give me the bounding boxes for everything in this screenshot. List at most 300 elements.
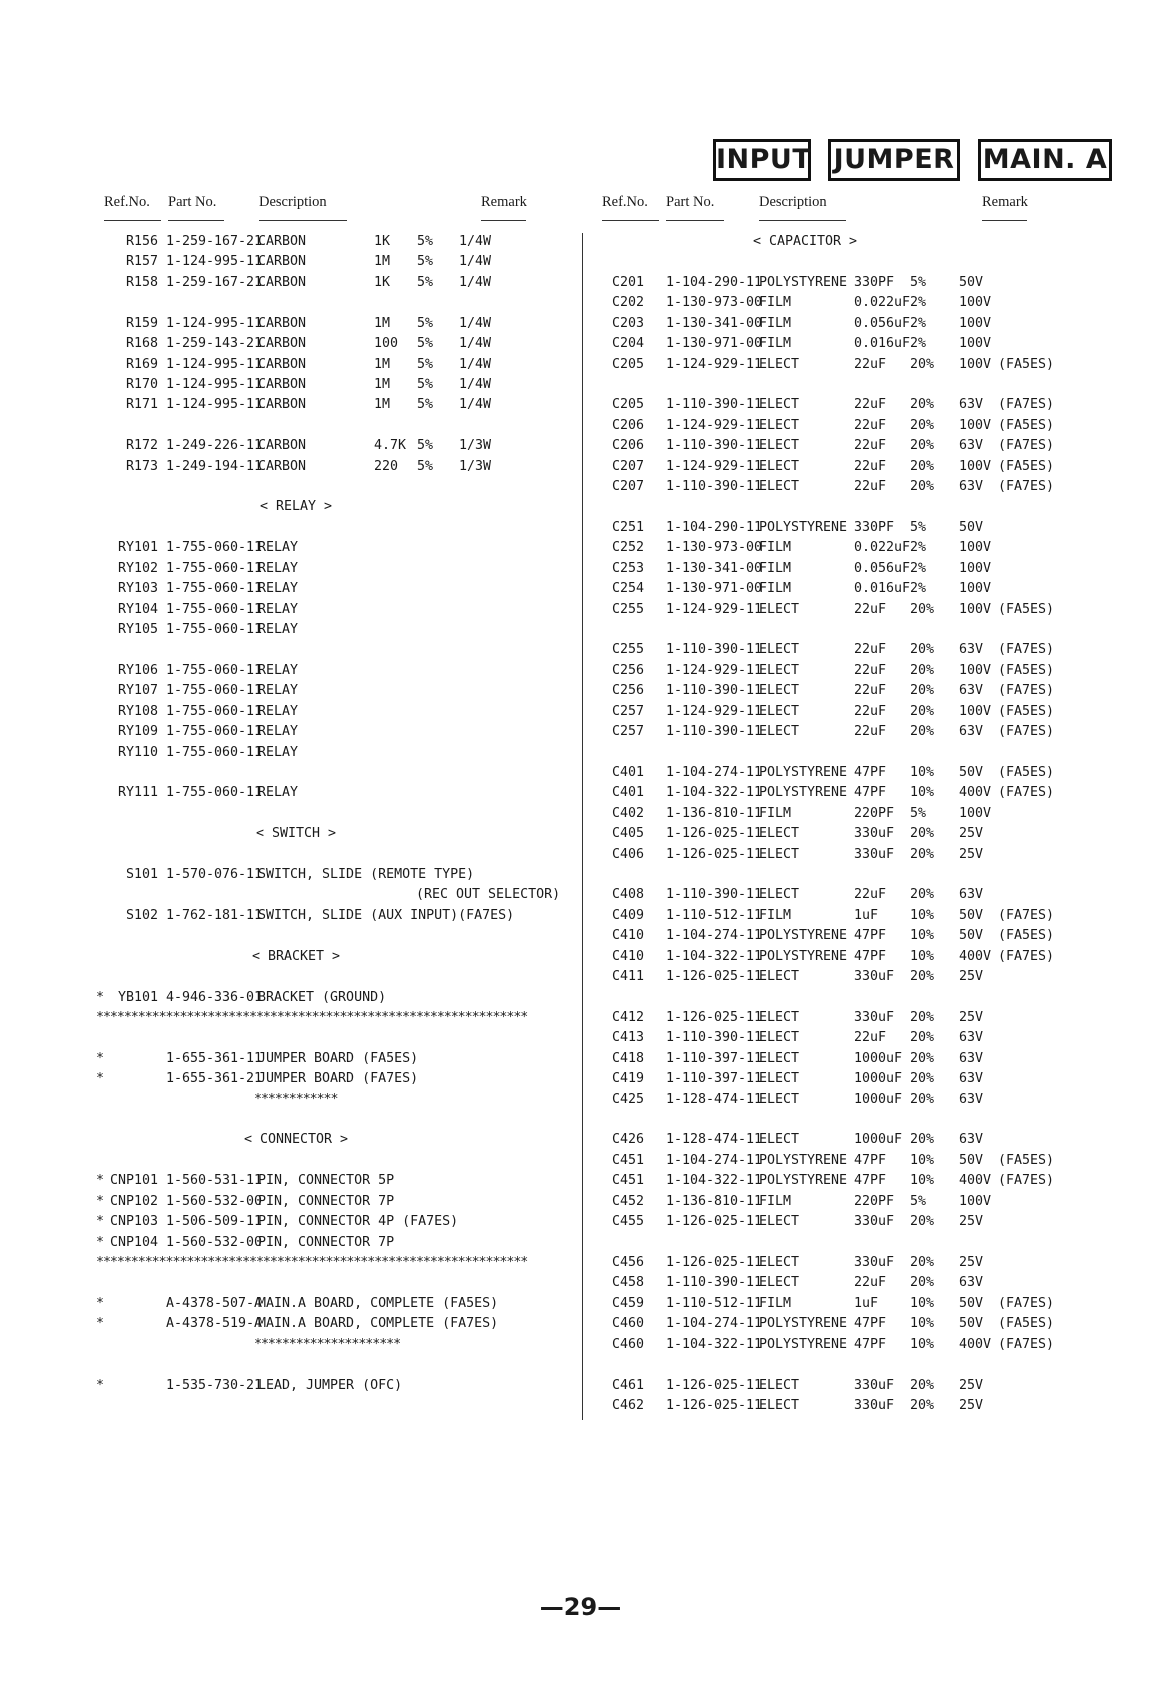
voltage: 63V — [959, 1132, 984, 1148]
value: 22uF — [854, 683, 887, 699]
part-row — [0, 1337, 1161, 1357]
tolerance: 10% — [910, 1152, 935, 1168]
asterisk-separator: ************************************************************** — [96, 1255, 528, 1270]
voltage: 50V — [959, 519, 984, 535]
ref-no: C205 — [611, 356, 644, 372]
part-row — [0, 479, 1161, 499]
ref-no: C410 — [611, 928, 644, 944]
value: 47PF — [854, 1336, 887, 1352]
part-no: 1-104-322-11 — [666, 948, 763, 964]
header-underline — [104, 220, 161, 221]
value: 0.022uF — [854, 540, 911, 556]
description: PIN, CONNECTOR 7P — [258, 1234, 395, 1250]
part-row — [0, 867, 1161, 887]
voltage: 100V — [959, 805, 992, 821]
voltage: 25V — [959, 1009, 984, 1025]
ref-no: C460 — [611, 1316, 644, 1332]
part-no: 1-560-532-00 — [166, 1234, 263, 1250]
description: FILM — [759, 336, 792, 352]
description: FILM — [759, 805, 792, 821]
value: 22uF — [854, 417, 887, 433]
part-row — [0, 1296, 1161, 1316]
voltage: 63V — [959, 1071, 984, 1087]
value: 4.7K — [374, 438, 407, 454]
tolerance: 20% — [910, 1132, 935, 1148]
description: PIN, CONNECTOR 7P — [258, 1193, 395, 1209]
part-no: 1-136-810-11 — [666, 1193, 763, 1209]
part-no: 1-128-474-11 — [666, 1091, 763, 1107]
part-no: 1-755-060-11 — [166, 785, 263, 801]
part-no: 1-130-971-00 — [666, 581, 763, 597]
ref-no: R173 — [125, 458, 158, 474]
part-row — [0, 724, 1161, 744]
description: FILM — [759, 315, 792, 331]
part-no: 1-249-194-11 — [166, 458, 263, 474]
value: 22uF — [854, 662, 887, 678]
part-no: 1-126-025-11 — [666, 1255, 763, 1270]
remark: (FA5ES) — [998, 1316, 1055, 1332]
part-no: 1-560-532-00 — [166, 1193, 263, 1209]
value: 47PF — [854, 948, 887, 964]
value: 330PF — [854, 519, 895, 535]
description: POLYSTYRENE — [759, 1316, 848, 1332]
description: MAIN.A BOARD, COMPLETE (FA7ES) — [258, 1316, 499, 1332]
remark: (FA7ES) — [998, 1173, 1055, 1189]
description: ELECT — [759, 683, 800, 699]
description: CARBON — [258, 438, 307, 454]
remark: (FA7ES) — [998, 438, 1055, 454]
ref-no: C455 — [611, 1214, 644, 1230]
part-no: 1-126-025-11 — [666, 1009, 763, 1025]
description: FILM — [759, 1295, 792, 1311]
description: RELAY — [258, 560, 299, 576]
ref-no: C253 — [611, 560, 644, 576]
description: ELECT — [759, 1009, 800, 1025]
part-no: 1-259-143-21 — [166, 336, 263, 352]
description: POLYSTYRENE — [759, 928, 848, 944]
value: 0.056uF — [854, 315, 911, 331]
value: 220PF — [854, 1193, 895, 1209]
part-row — [0, 704, 1161, 724]
rating: 1/4W — [459, 254, 492, 270]
part-no: 1-124-929-11 — [666, 601, 763, 617]
header-remark: Remark — [982, 194, 1028, 210]
value: 22uF — [854, 458, 887, 474]
tolerance: 10% — [910, 1173, 935, 1189]
part-no: 1-755-060-11 — [166, 540, 263, 556]
value: 22uF — [854, 356, 887, 372]
ref-no: RY106 — [117, 662, 158, 678]
voltage: 63V — [959, 887, 984, 903]
part-no: 1-124-995-11 — [166, 356, 263, 372]
remark: (FA5ES) — [998, 764, 1055, 780]
value: 22uF — [854, 601, 887, 617]
part-row — [0, 1132, 1161, 1152]
voltage: 50V — [959, 1152, 984, 1168]
description: RELAY — [258, 785, 299, 801]
tolerance: 20% — [910, 417, 935, 433]
rating: 1/4W — [459, 315, 492, 331]
description: FILM — [759, 1193, 792, 1209]
part-no: 1-110-397-11 — [666, 1050, 763, 1066]
ref-no: C255 — [611, 601, 644, 617]
tolerance: 20% — [910, 601, 935, 617]
tolerance: 10% — [910, 764, 935, 780]
part-row — [0, 602, 1161, 622]
asterisk-mark: * — [96, 1193, 105, 1209]
ref-no: R169 — [125, 356, 158, 372]
voltage: 50V — [959, 764, 984, 780]
rating: 1/4W — [459, 376, 492, 392]
asterisk-mark: * — [96, 1316, 105, 1332]
voltage: 63V — [959, 1275, 984, 1291]
remark: (FA5ES) — [998, 458, 1055, 474]
ref-no: S102 — [125, 907, 158, 923]
asterisk-mark: * — [96, 1071, 105, 1087]
voltage: 25V — [959, 1214, 984, 1230]
tolerance: 5% — [417, 438, 434, 454]
part-no: 1-126-025-11 — [666, 1214, 763, 1230]
part-no: 1-259-167-21 — [166, 234, 263, 249]
tolerance: 20% — [910, 1009, 935, 1025]
part-row — [0, 847, 1161, 867]
header-ref-no: Ref.No. — [104, 194, 150, 210]
part-no: 1-104-290-11 — [666, 274, 763, 290]
description: POLYSTYRENE — [759, 764, 848, 780]
part-row — [0, 663, 1161, 683]
tolerance: 5% — [417, 234, 434, 249]
part-no: 1-124-929-11 — [666, 703, 763, 719]
part-no: 1-755-060-11 — [166, 662, 263, 678]
header-underline — [602, 220, 659, 221]
tolerance: 20% — [910, 1214, 935, 1230]
part-row — [0, 826, 1161, 846]
part-no: 1-110-512-11 — [666, 1295, 763, 1311]
ref-no: C205 — [611, 397, 644, 413]
tolerance: 20% — [910, 1255, 935, 1270]
value: 1uF — [854, 907, 879, 923]
ref-no: C460 — [611, 1336, 644, 1352]
asterisk-mark: * — [96, 1050, 105, 1066]
remark: (FA7ES) — [998, 907, 1055, 923]
remark: (FA7ES) — [998, 1336, 1055, 1352]
tolerance: 20% — [910, 1050, 935, 1066]
tolerance: 20% — [910, 1030, 935, 1046]
part-row — [0, 928, 1161, 948]
part-no: 1-124-929-11 — [666, 662, 763, 678]
part-no: 1-535-730-21 — [166, 1377, 263, 1393]
asterisk-mark: * — [96, 1173, 105, 1189]
description: JUMPER BOARD (FA7ES) — [258, 1071, 419, 1087]
remark: (FA7ES) — [998, 785, 1055, 801]
ref-no: C207 — [611, 479, 644, 495]
tolerance: 5% — [910, 274, 927, 290]
tolerance: 20% — [910, 1071, 935, 1087]
header-part-no: Part No. — [666, 194, 715, 210]
part-row — [0, 1173, 1161, 1193]
part-row — [0, 520, 1161, 540]
tolerance: 2% — [910, 336, 927, 352]
ref-no: C412 — [611, 1009, 644, 1025]
remark: (FA7ES) — [998, 642, 1055, 658]
description: PIN, CONNECTOR 4P (FA7ES) — [258, 1214, 459, 1230]
tolerance: 5% — [417, 356, 434, 372]
section-heading — [0, 234, 1161, 254]
ref-no: RY107 — [117, 683, 158, 699]
value: 47PF — [854, 928, 887, 944]
ref-no: C257 — [611, 703, 644, 719]
tolerance: 20% — [910, 724, 935, 740]
ref-no: RY108 — [117, 703, 158, 719]
part-row — [0, 561, 1161, 581]
description: ELECT — [759, 1397, 800, 1413]
asterisk-mark: * — [96, 989, 105, 1005]
ref-no: C461 — [611, 1377, 644, 1393]
tolerance: 20% — [910, 887, 935, 903]
part-no: 1-104-274-11 — [666, 1316, 763, 1332]
tolerance: 5% — [417, 397, 434, 413]
part-no: 1-126-025-11 — [666, 1377, 763, 1393]
ref-no: C405 — [611, 826, 644, 842]
description: ELECT — [759, 1132, 800, 1148]
value: 1M — [374, 315, 391, 331]
value: 1K — [374, 274, 391, 290]
part-row — [0, 1214, 1161, 1234]
part-no: 1-762-181-11 — [166, 907, 263, 923]
tolerance: 10% — [910, 1295, 935, 1311]
page-number: —29— — [539, 1593, 622, 1621]
part-row — [0, 459, 1161, 479]
ref-no: C251 — [611, 519, 644, 535]
value: 330uF — [854, 969, 895, 985]
voltage: 400V — [959, 1173, 992, 1189]
remark: (FA7ES) — [998, 683, 1055, 699]
part-no: 1-755-060-11 — [166, 601, 263, 617]
section-title: < CAPACITOR > — [752, 234, 858, 249]
part-row — [0, 1275, 1161, 1295]
description: FILM — [759, 560, 792, 576]
badge-jumper: JUMPER — [828, 139, 960, 181]
tolerance: 2% — [910, 295, 927, 311]
ref-no: RY102 — [117, 560, 158, 576]
ref-no: C462 — [611, 1397, 644, 1413]
part-no: 1-136-810-11 — [666, 805, 763, 821]
description: ELECT — [759, 417, 800, 433]
tolerance: 5% — [417, 254, 434, 270]
tolerance: 10% — [910, 948, 935, 964]
value: 47PF — [854, 785, 887, 801]
value: 22uF — [854, 397, 887, 413]
voltage: 63V — [959, 1030, 984, 1046]
tolerance: 20% — [910, 1275, 935, 1291]
description: SWITCH, SLIDE (REMOTE TYPE) — [258, 867, 475, 883]
ref-no: RY109 — [117, 724, 158, 740]
value: 47PF — [854, 1316, 887, 1332]
ref-no: R159 — [125, 315, 158, 331]
part-no: 1-110-390-11 — [666, 1030, 763, 1046]
part-no: A-4378-507-A — [166, 1295, 263, 1311]
value: 1M — [374, 356, 391, 372]
remark: (FA7ES) — [998, 1295, 1055, 1311]
section-title: < SWITCH > — [255, 826, 337, 842]
voltage: 100V — [959, 315, 992, 331]
tolerance: 10% — [910, 907, 935, 923]
value: 47PF — [854, 1152, 887, 1168]
ref-no: RY110 — [117, 744, 158, 760]
part-no: 1-126-025-11 — [666, 969, 763, 985]
part-no: 1-124-995-11 — [166, 254, 263, 270]
ref-no: C255 — [611, 642, 644, 658]
rating: 1/3W — [459, 458, 492, 474]
asterisk-separator: ************************************************************** — [96, 1009, 528, 1025]
section-heading — [0, 499, 1161, 519]
part-row — [0, 1153, 1161, 1173]
value: 330uF — [854, 846, 895, 862]
value: 330uF — [854, 826, 895, 842]
description: ELECT — [759, 1214, 800, 1230]
value: 47PF — [854, 764, 887, 780]
tolerance: 2% — [910, 560, 927, 576]
remark: (FA7ES) — [998, 479, 1055, 495]
description: POLYSTYRENE — [759, 948, 848, 964]
tolerance: 5% — [417, 458, 434, 474]
description: ELECT — [759, 662, 800, 678]
ref-no: C254 — [611, 581, 644, 597]
part-row — [0, 1194, 1161, 1214]
tolerance: 10% — [910, 1336, 935, 1352]
part-no: 1-655-361-11 — [166, 1050, 263, 1066]
ref-no: YB101 — [117, 989, 158, 1005]
part-row — [0, 990, 1161, 1010]
tolerance: 10% — [910, 1316, 935, 1332]
tolerance: 5% — [910, 805, 927, 821]
tolerance: 20% — [910, 703, 935, 719]
part-no: 1-655-361-21 — [166, 1071, 263, 1087]
description: POLYSTYRENE — [759, 1152, 848, 1168]
ref-no: CNP103 — [109, 1214, 158, 1230]
ref-no: C207 — [611, 458, 644, 474]
remark: (FA5ES) — [998, 928, 1055, 944]
ref-no: C411 — [611, 969, 644, 985]
voltage: 400V — [959, 948, 992, 964]
part-no: 1-104-322-11 — [666, 785, 763, 801]
value: 22uF — [854, 438, 887, 454]
tolerance: 5% — [417, 376, 434, 392]
ref-no: C252 — [611, 540, 644, 556]
asterisk-mark: * — [96, 1234, 105, 1250]
value: 1M — [374, 254, 391, 270]
part-no: 1-124-929-11 — [666, 458, 763, 474]
part-row — [0, 438, 1161, 458]
header-underline — [666, 220, 724, 221]
part-row — [0, 1398, 1161, 1418]
description: ELECT — [759, 846, 800, 862]
description: CARBON — [258, 234, 307, 249]
part-row — [0, 765, 1161, 785]
value: 330uF — [854, 1009, 895, 1025]
description: RELAY — [258, 724, 299, 740]
voltage: 100V — [959, 662, 992, 678]
part-row — [0, 1255, 1161, 1275]
part-no: 1-104-290-11 — [666, 519, 763, 535]
part-no: 1-110-512-11 — [666, 907, 763, 923]
ref-no: C401 — [611, 764, 644, 780]
value: 22uF — [854, 1275, 887, 1291]
ref-no: C202 — [611, 295, 644, 311]
ref-no: R156 — [125, 234, 158, 249]
header-description: Description — [259, 194, 327, 210]
part-no: 1-130-341-00 — [666, 560, 763, 576]
voltage: 100V — [959, 1193, 992, 1209]
description: CARBON — [258, 397, 307, 413]
description: FILM — [759, 295, 792, 311]
description: RELAY — [258, 581, 299, 597]
part-row — [0, 949, 1161, 969]
remark: (FA5ES) — [998, 601, 1055, 617]
remark: (FA7ES) — [998, 948, 1055, 964]
description: LEAD, JUMPER (OFC) — [258, 1377, 403, 1393]
description: POLYSTYRENE — [759, 785, 848, 801]
voltage: 100V — [959, 417, 992, 433]
value: 22uF — [854, 724, 887, 740]
description: FILM — [759, 907, 792, 923]
part-row — [0, 745, 1161, 765]
part-no: 1-110-390-11 — [666, 438, 763, 454]
ref-no: C451 — [611, 1152, 644, 1168]
remark: (FA5ES) — [998, 662, 1055, 678]
tolerance: 20% — [910, 1091, 935, 1107]
description: ELECT — [759, 724, 800, 740]
part-no: 1-130-971-00 — [666, 336, 763, 352]
part-no: 1-104-322-11 — [666, 1336, 763, 1352]
part-row — [0, 295, 1161, 315]
section-title: < CONNECTOR > — [243, 1132, 349, 1148]
remark: (FA5ES) — [998, 1152, 1055, 1168]
part-no: 1-110-390-11 — [666, 642, 763, 658]
part-row — [0, 254, 1161, 274]
ref-no: C203 — [611, 315, 644, 331]
voltage: 63V — [959, 1050, 984, 1066]
ref-no: C419 — [611, 1071, 644, 1087]
ref-no: C418 — [611, 1050, 644, 1066]
description: CARBON — [258, 254, 307, 270]
part-no: A-4378-519-A — [166, 1316, 263, 1332]
voltage: 63V — [959, 479, 984, 495]
tolerance: 5% — [910, 519, 927, 535]
ref-no: C425 — [611, 1091, 644, 1107]
value: 1K — [374, 234, 391, 249]
tolerance: 5% — [910, 1193, 927, 1209]
tolerance: 20% — [910, 1377, 935, 1393]
part-no: 1-110-397-11 — [666, 1071, 763, 1087]
part-row — [0, 336, 1161, 356]
description: RELAY — [258, 703, 299, 719]
voltage: 63V — [959, 438, 984, 454]
part-row — [0, 642, 1161, 662]
voltage: 25V — [959, 846, 984, 862]
part-row — [0, 275, 1161, 295]
part-no: 1-755-060-11 — [166, 560, 263, 576]
part-row — [0, 969, 1161, 989]
part-no: 1-126-025-11 — [666, 1397, 763, 1413]
part-no: 1-124-929-11 — [666, 356, 763, 372]
part-row — [0, 683, 1161, 703]
part-no: 1-104-274-11 — [666, 764, 763, 780]
part-no: 1-755-060-11 — [166, 621, 263, 637]
header-description: Description — [759, 194, 827, 210]
rating: 1/4W — [459, 356, 492, 372]
part-no: 4-946-336-01 — [166, 989, 263, 1005]
